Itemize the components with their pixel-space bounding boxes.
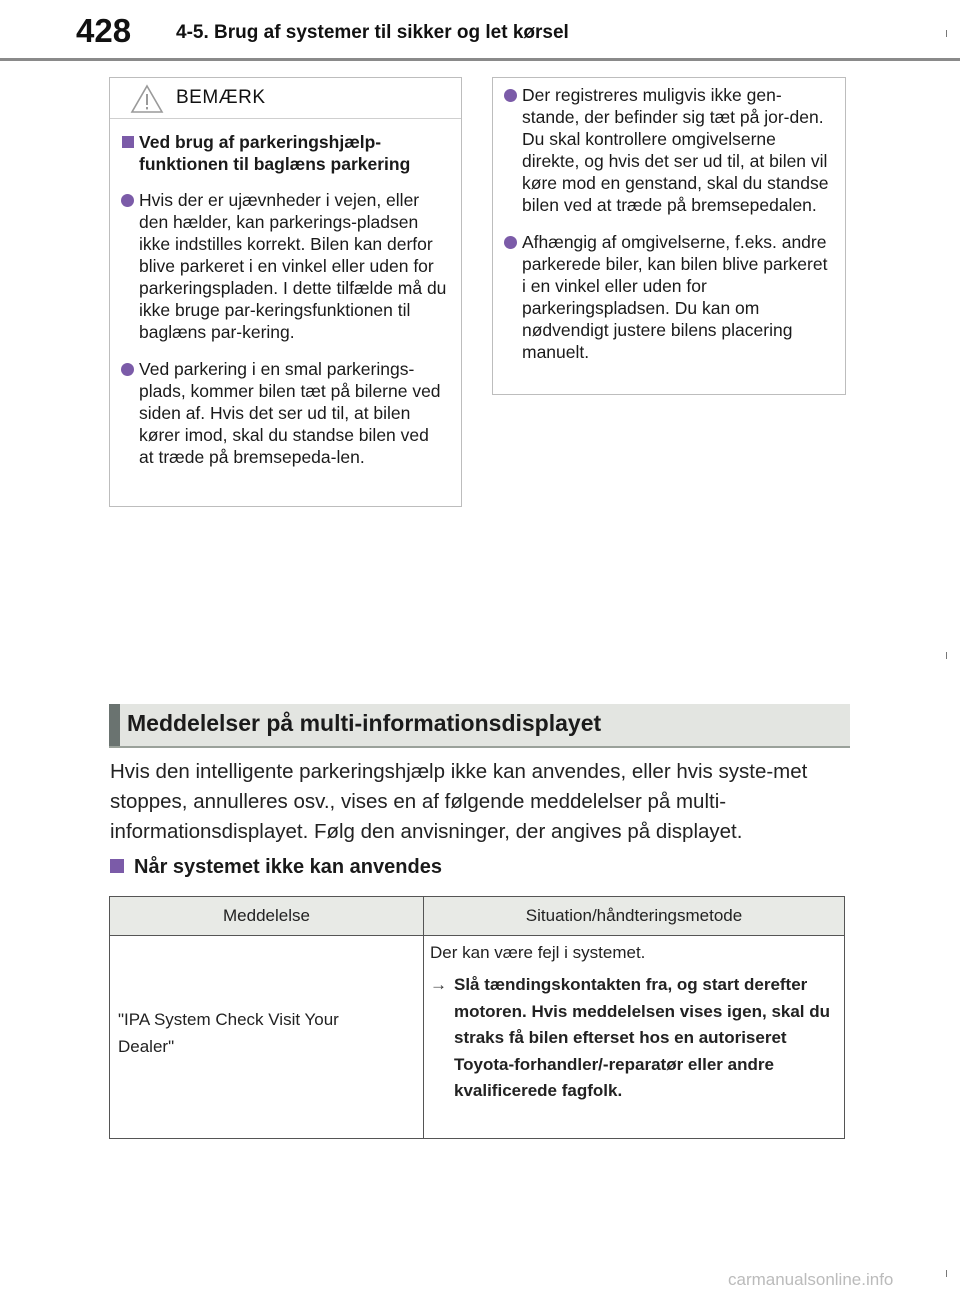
note-item-text: Ved parkering i en smal parkerings-plads, kommer bilen tæt på bilerne ved siden af. Hvis det ser ud til, at bilen kører imod, skal du standse bilen ved at træde på bremsepeda-len. bbox=[139, 359, 441, 467]
crop-mark bbox=[946, 1270, 947, 1277]
column-header: Meddelelse bbox=[110, 897, 424, 936]
situation-cell bbox=[424, 936, 845, 1139]
square-bullet-icon bbox=[110, 859, 124, 873]
message-text: "IPA System Check Visit Your Dealer" bbox=[118, 1010, 339, 1056]
circle-bullet-icon bbox=[121, 363, 134, 376]
messages-table bbox=[109, 896, 845, 1139]
caution-note-box bbox=[109, 77, 462, 507]
section-heading-band bbox=[109, 704, 850, 748]
watermark-text: carmanualsonline.info bbox=[728, 1270, 894, 1289]
note-item-heading bbox=[114, 131, 447, 175]
note-header bbox=[110, 78, 461, 119]
situation-text: Der kan være fejl i systemet. bbox=[430, 943, 646, 962]
column-header: Situation/håndteringsmetode bbox=[424, 897, 845, 936]
subheading-text: Når systemet ikke kan anvendes bbox=[134, 856, 442, 878]
message-cell bbox=[110, 936, 424, 1139]
table-header-row bbox=[110, 897, 845, 936]
heading-accent-bar bbox=[109, 704, 120, 746]
note-item bbox=[114, 358, 447, 468]
table-row bbox=[110, 936, 845, 1139]
crop-mark bbox=[946, 652, 947, 659]
caution-note-box-continued bbox=[492, 77, 846, 395]
header-rule bbox=[0, 58, 960, 61]
page-header bbox=[0, 0, 960, 62]
action-text: Slå tændingskontakten fra, og start derefter motoren. Hvis meddelelsen vises igen, skal du straks få bilen efterset hos en autoriseret Toyota-forhandler/-reparatør eller andre kvalificerede fagfolk. bbox=[454, 975, 831, 1100]
action-instruction bbox=[430, 972, 838, 1105]
note-item bbox=[497, 84, 831, 216]
note-item bbox=[114, 189, 447, 343]
square-bullet-icon bbox=[122, 136, 134, 148]
circle-bullet-icon bbox=[504, 89, 517, 102]
circle-bullet-icon bbox=[504, 236, 517, 249]
section-body-text: Hvis den intelligente parkeringshjælp ikke kan anvendes, eller hvis syste-met stoppes, annulleres osv., vises en af følgende meddelelser på multi-informationsdisplayet. Følg den anvisninger, der angives på displayet. bbox=[110, 760, 808, 843]
chapter-title: 4-5. Brug af systemer til sikker og let kørsel bbox=[176, 22, 569, 43]
note-item-text: Ved brug af parkeringshjælp-funktionen til baglæns parkering bbox=[139, 132, 411, 174]
note-item-text: Hvis der er ujævnheder i vejen, eller den hælder, kan parkerings-pladsen ikke indstilles korrekt. Bilen kan derfor blive parkeret i en vinkel eller uden for parkeringspladen. I dette tilfælde må du ikke bruge par-keringsfunktionen til baglæns par-kering. bbox=[139, 190, 447, 342]
crop-mark bbox=[946, 30, 947, 37]
warning-triangle-icon bbox=[130, 84, 164, 114]
note-item bbox=[497, 231, 831, 363]
note-title: BEMÆRK bbox=[176, 87, 266, 108]
page-number: 428 bbox=[76, 12, 132, 49]
note-item-text: Der registreres muligvis ikke gen-stande, der befinder sig tæt på jor-den. Du skal kontrollere omgivelserne direkte, og hvis det ser ud til, at bilen vil køre mod en genstand, skal du standse bilen ved at træde på bremsepedalen. bbox=[522, 85, 829, 215]
subheading bbox=[110, 856, 442, 879]
arrow-icon: → bbox=[430, 975, 447, 994]
section-heading: Meddelelser på multi-informationsdisplayet bbox=[127, 710, 602, 736]
note-item-text: Afhængig af omgivelserne, f.eks. andre parkerede biler, kan bilen blive parkeret i en vinkel eller uden for parkeringspladsen. Du kan om nødvendigt justere bilens placering manuelt. bbox=[522, 232, 828, 362]
circle-bullet-icon bbox=[121, 194, 134, 207]
